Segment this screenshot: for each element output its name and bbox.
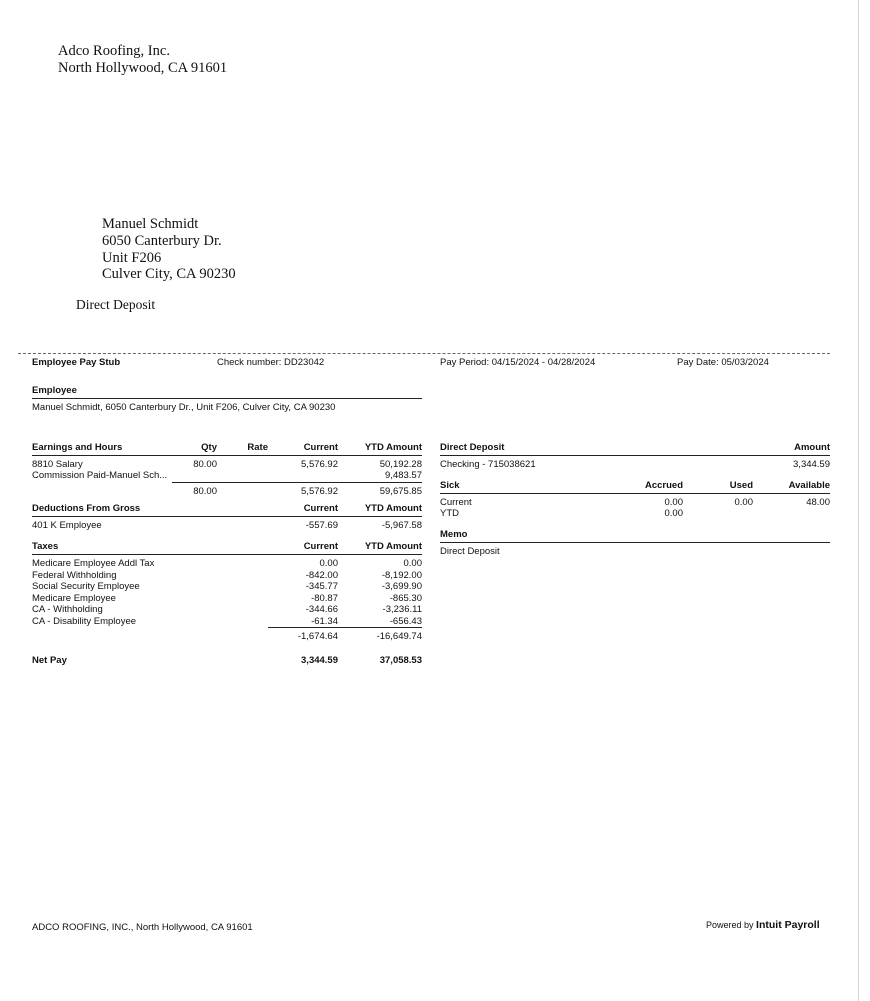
deposit-amount: 3,344.59: [793, 459, 830, 470]
tax-current: -344.66: [305, 604, 338, 615]
earnings-total-rule: [172, 482, 422, 483]
employee-info: Manuel Schmidt, 6050 Canterbury Dr., Unit F206, Culver City, CA 90230: [32, 402, 336, 413]
deposit-account: Checking - 715038621: [440, 459, 536, 470]
sick-row-label: Current: [440, 497, 472, 508]
tax-label: Social Security Employee: [32, 581, 140, 592]
earnings-row-label: Commission Paid-Manuel Sch...: [32, 470, 168, 481]
deduction-row-label: 401 K Employee: [32, 520, 102, 531]
sick-used-header: Used: [729, 480, 753, 491]
taxes-total-rule: [268, 627, 422, 628]
tax-current: -80.87: [311, 592, 338, 604]
tax-current: -61.34: [311, 615, 338, 627]
deductions-header: Deductions From Gross: [32, 503, 141, 514]
deductions-rule: [32, 516, 422, 517]
memo-header: Memo: [440, 529, 468, 540]
recipient-city: Culver City, CA 90230: [102, 266, 236, 282]
net-pay-label: Net Pay: [32, 655, 67, 666]
taxes-ytd-header: YTD Amount: [364, 541, 422, 552]
earnings-total-ytd: 59,675.85: [379, 486, 422, 497]
earnings-rate-header: Rate: [247, 442, 268, 453]
direct-deposit-rule: [440, 455, 830, 456]
sick-rule: [440, 493, 830, 494]
payment-method: Direct Deposit: [76, 297, 156, 312]
tax-current-column: [268, 558, 338, 627]
deductions-ytd-header: YTD Amount: [364, 503, 422, 514]
memo-text: Direct Deposit: [440, 546, 500, 557]
sick-accrued-header: Accrued: [644, 480, 683, 491]
pay-date: Pay Date: 05/03/2024: [677, 357, 769, 368]
earnings-rule: [32, 455, 422, 456]
tax-current: 0.00: [319, 558, 338, 569]
intuit-payroll-logo: Intuit Payroll: [756, 919, 820, 931]
tax-label: Medicare Employee Addl Tax: [32, 558, 155, 569]
deduction-row-ytd: -5,967.58: [381, 520, 422, 531]
powered-by: [706, 919, 820, 931]
employee-rule: [32, 398, 422, 399]
earnings-current-header: Current: [303, 442, 338, 453]
tax-current: -345.77: [305, 581, 338, 592]
tax-label: Medicare Employee: [32, 592, 116, 604]
earnings-header: Earnings and Hours: [32, 442, 123, 453]
net-pay-ytd: 37,058.53: [379, 655, 422, 666]
earnings-row-ytd: 9,483.57: [385, 470, 422, 481]
direct-deposit-header: Direct Deposit: [440, 442, 505, 453]
sick-available-header: Available: [788, 480, 830, 491]
direct-deposit-amount-header: Amount: [794, 442, 830, 453]
earnings-row-label: 8810 Salary: [32, 459, 83, 470]
memo-rule: [440, 542, 830, 543]
stub-title: Employee Pay Stub: [32, 357, 121, 368]
recipient-unit: Unit F206: [102, 250, 162, 266]
deductions-current-header: Current: [303, 503, 338, 514]
tax-ytd: -8,192.00: [381, 569, 422, 581]
sick-header: Sick: [440, 480, 460, 491]
sick-row-label: YTD: [440, 508, 459, 519]
tax-label: CA - Disability Employee: [32, 615, 137, 627]
recipient-street: 6050 Canterbury Dr.: [102, 233, 222, 249]
tax-label: Federal Withholding: [32, 569, 117, 581]
earnings-qty-header: Qty: [201, 442, 217, 453]
tax-labels: [32, 558, 154, 627]
taxes-total-current: -1,674.64: [297, 631, 338, 642]
taxes-header: Taxes: [32, 541, 59, 552]
taxes-total-ytd: -16,649.74: [376, 631, 422, 642]
earnings-row-current: 5,576.92: [301, 459, 338, 470]
net-pay-current: 3,344.59: [301, 655, 338, 666]
tax-ytd-column: [340, 558, 422, 627]
taxes-rule: [32, 554, 422, 555]
taxes-current-header: Current: [303, 541, 338, 552]
sick-row-accrued: 0.00: [664, 497, 683, 508]
tax-label: CA - Withholding: [32, 604, 103, 615]
earnings-row-qty: 80.00: [193, 459, 217, 470]
perforation-line: [18, 353, 830, 354]
company-name: Adco Roofing, Inc.: [58, 43, 170, 59]
sick-row-used: 0.00: [734, 497, 753, 508]
sick-row-available: 48.00: [806, 497, 830, 508]
tax-current: -842.00: [305, 569, 338, 581]
earnings-ytd-header: YTD Amount: [364, 442, 422, 453]
deduction-row-current: -557.69: [305, 520, 338, 531]
tax-ytd: -656.43: [389, 615, 422, 627]
earnings-row-ytd: 50,192.28: [379, 459, 422, 470]
tax-ytd: -3,699.90: [381, 581, 422, 592]
page-edge: [858, 0, 859, 1001]
sick-row-accrued: 0.00: [664, 508, 683, 519]
tax-ytd: 0.00: [403, 558, 422, 569]
tax-ytd: -865.30: [389, 592, 422, 604]
footer-company: ADCO ROOFING, INC., North Hollywood, CA 91601: [32, 922, 253, 933]
powered-by-text: Powered by: [706, 920, 754, 930]
recipient-name: Manuel Schmidt: [102, 216, 199, 232]
earnings-total-current: 5,576.92: [301, 486, 338, 497]
pay-period: Pay Period: 04/15/2024 - 04/28/2024: [440, 357, 596, 368]
tax-ytd: -3,236.11: [382, 604, 422, 615]
check-number: Check number: DD23042: [217, 357, 325, 368]
employee-header: Employee: [32, 385, 77, 396]
earnings-total-qty: 80.00: [193, 486, 217, 497]
company-city: North Hollywood, CA 91601: [58, 60, 228, 76]
